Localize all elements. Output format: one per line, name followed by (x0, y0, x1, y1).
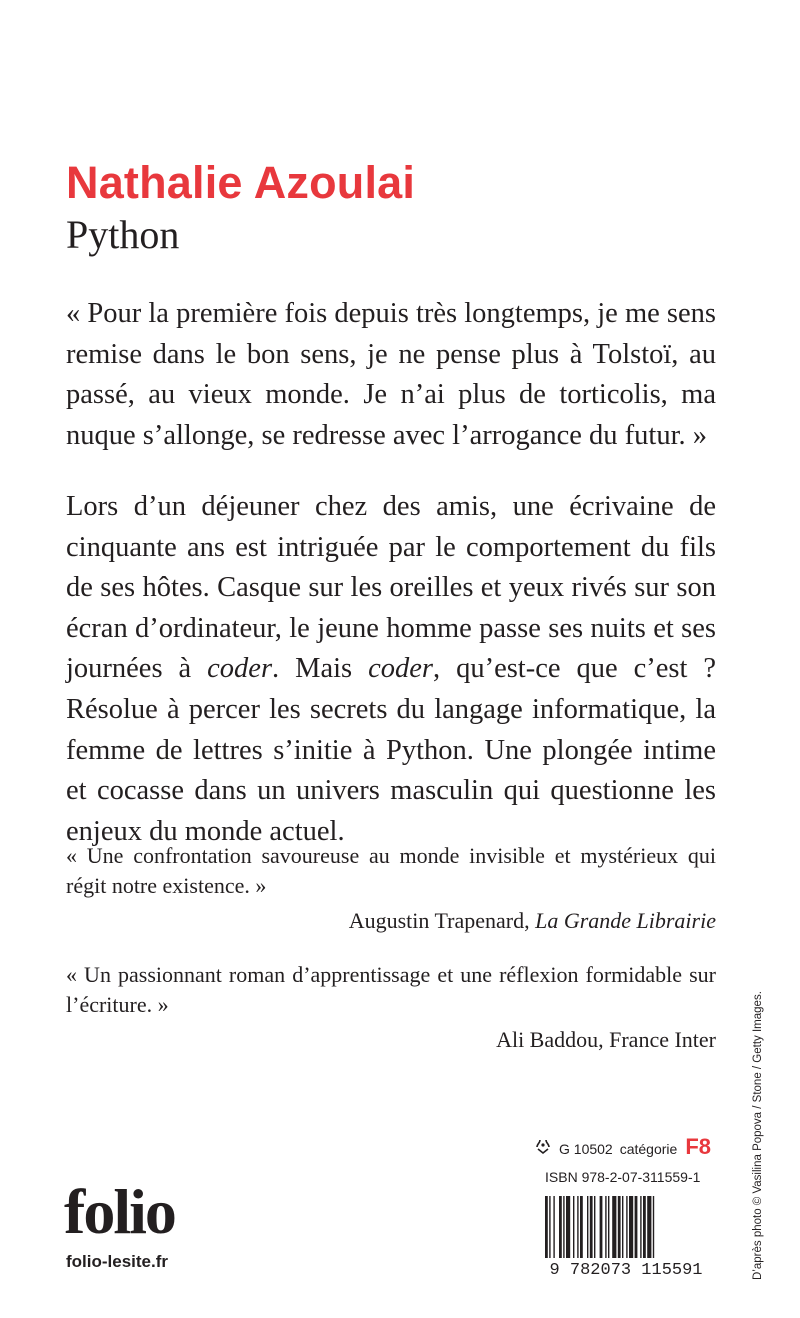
barcode-digits: 9 782073 115591 (549, 1261, 703, 1276)
excerpt-quote: « Pour la première fois depuis très longtemps, je me sens remise dans le bon sens, je ne pense plus à Tolstoï, au passé, au vieux monde. Je n’ai plus de torticolis, ma nuque s’allonge, se redresse avec l’arrogance du futur. » (66, 298, 716, 451)
press-author: Augustin Trapenard, (348, 908, 536, 933)
press-quote-1 (66, 841, 716, 936)
book-summary (66, 487, 716, 852)
press-quote-text: « Un passionnant roman d’apprentissage et une réflexion formidable sur l’écriture. » (66, 962, 716, 1017)
press-quote-text: « Une confrontation savoureuse au monde invisible et mystérieux qui régit notre existence. » (66, 843, 716, 898)
isbn: ISBN 978-2-07-311559-1 (545, 1169, 701, 1185)
catalog-code: G 10502 (559, 1141, 613, 1157)
press-quote-source (66, 906, 716, 936)
folio-logo: folio (64, 1176, 175, 1247)
author-name: Nathalie Azoulai (66, 157, 416, 208)
catalog-line (535, 1134, 711, 1160)
price-category: F8 (685, 1134, 711, 1159)
summary-text-3: , qu’est-ce que c’est ? Résolue à percer les secrets du langage informatique, la femme de lettres s’initie à Python. Une plongée intime et cocasse dans un univers masculin qui questionne les enjeux du monde actuel. (66, 653, 717, 847)
summary-emphasis-1: coder (207, 653, 273, 685)
book-title: Python (66, 212, 180, 257)
category-label: catégorie (619, 1141, 678, 1157)
photo-credit: D’après photo © Vasilina Popova / Stone / Getty Images. (752, 991, 764, 1280)
summary-emphasis-2: coder (368, 653, 433, 685)
press-outlet: La Grande Librairie (535, 908, 716, 933)
barcode (533, 1196, 719, 1276)
summary-text-1: Lors d’un déjeuner chez des amis, une écrivaine de cinquante ans est intriguée par le comportement du fils de ses hôtes. Casque sur les oreilles et yeux rivés sur son écran d’ordinateur, le jeune homme passe ses nuits et ses journées à (66, 491, 716, 685)
publisher-website: folio-lesite.fr (66, 1252, 169, 1271)
press-quote-2 (66, 960, 716, 1055)
press-quote-source (66, 1025, 716, 1055)
press-author: Ali Baddou, France Inter (496, 1027, 716, 1052)
summary-text-2: . Mais (272, 653, 369, 685)
summary-paragraph (66, 487, 716, 852)
recycle-icon (535, 1138, 551, 1156)
